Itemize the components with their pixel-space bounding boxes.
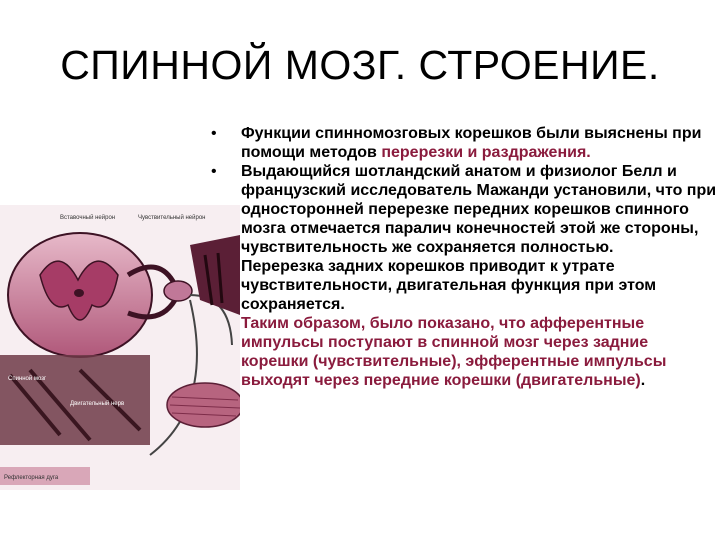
label-motor-nerve: Двигательный нерв [70,401,125,407]
paragraph-4: Таким образом, было показано, что афферентные импульсы поступают в спинной мозг через задние корешки (чувствительные), эфферентные импульсы выходят через передние корешки (двигательные). [241,315,667,389]
spinal-cord-illustration [0,205,240,490]
bullet-dot: • [211,125,217,142]
label-sensory-neuron: Чувствительный нейрон [138,215,206,221]
bullet-1: • Функции спинномозговых корешков были выяснены при помощи методов перерезки и раздражения. [211,125,702,161]
bullet-dot: • [211,163,217,180]
label-spinal-cord: Спинной мозг [8,376,47,382]
content-text [208,124,718,390]
slide-title: СПИННОЙ МОЗГ. СТРОЕНИЕ. [60,42,660,88]
label-reflex-arc: Рефлекторная дуга [4,475,59,481]
label-motor-neuron: Вставочный нейрон [60,215,116,221]
highlight-conclusion: Таким образом, было показано, что афферентные импульсы поступают в спинной мозг через задние корешки (чувствительные), эфферентные импульсы выходят через передние корешки (двигательные) [241,315,667,389]
paragraph-3: Перерезка задних корешков приводит к утрате чувствительности, двигательная функция при этом сохраняется. [241,258,657,313]
bullet-2: • Выдающийся шотландский анатом и физиолог Белл и французский исследователь Мажанди установили, что при односторонней перерезке передних корешков спинного мозга отмечается паралич конечностей этой же стороны, чувствительность же сохраняется полностью. [211,163,717,256]
highlight-methods: перерезки и раздражения. [381,144,591,161]
